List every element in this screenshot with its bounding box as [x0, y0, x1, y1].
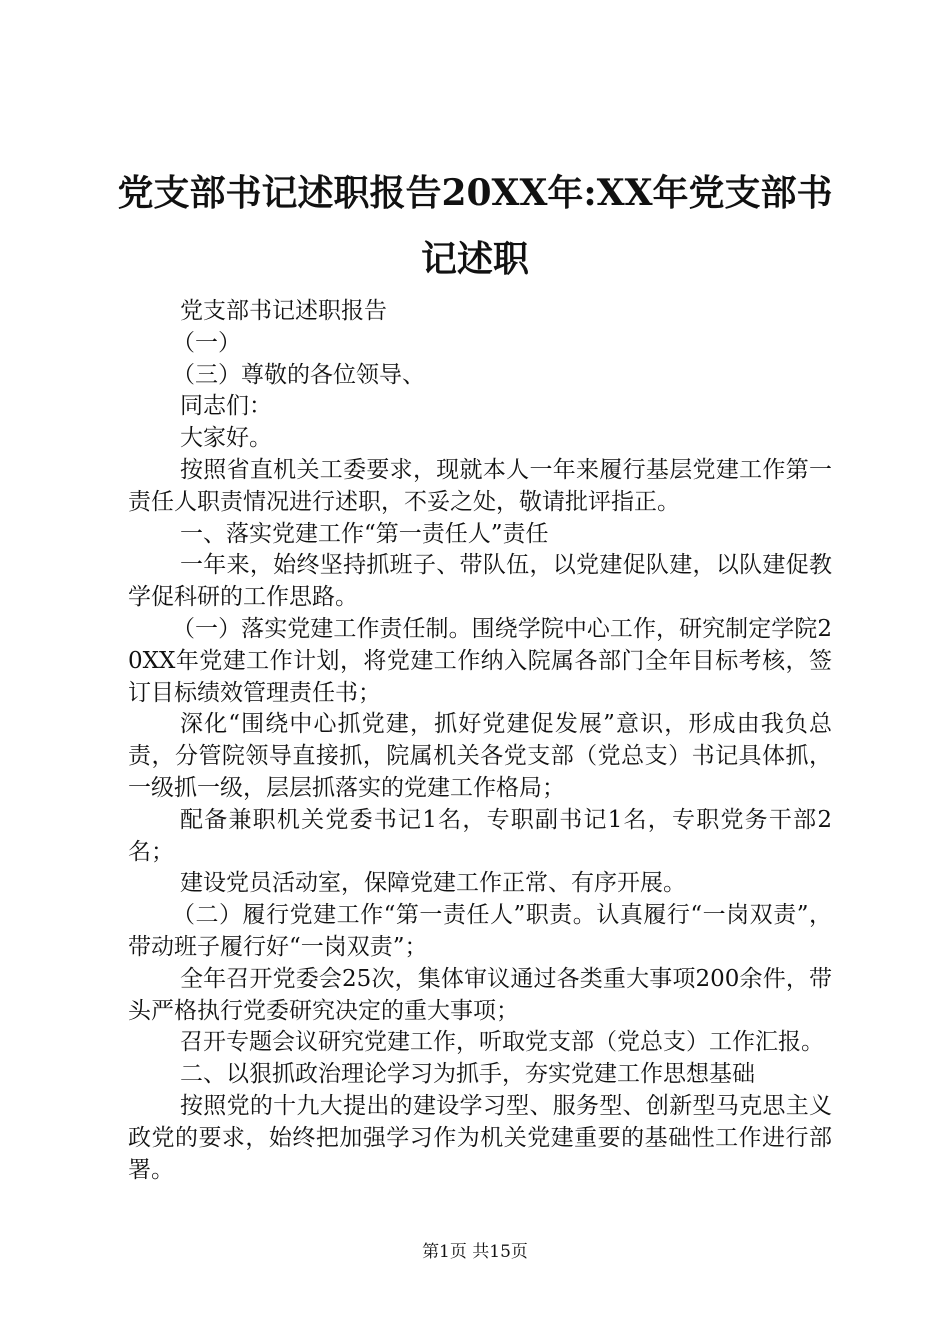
- paragraph: （二）履行党建工作“第一责任人”职责。认真履行“一岗双责”，带动班子履行好“一岗双责”；: [128, 902, 832, 960]
- document-title: 党支部书记述职报告20XX年:XX年党支部书记述职: [117, 172, 833, 280]
- paragraph: 大家好。: [180, 425, 272, 452]
- paragraph: 同志们：: [180, 393, 272, 420]
- paragraph: 按照省直机关工委要求，现就本人一年来履行基层党建工作第一责任人职责情况进行述职，不妥之处，敬请批评指正。: [128, 456, 832, 515]
- paragraph: 按照党的十九大提出的建设学习型、服务型、创新型马克思主义政党的要求，始终把加强学习作为机关党建重要的基础性工作进行部署。: [128, 1092, 832, 1183]
- paragraph: （三）尊敬的各位领导、: [172, 361, 425, 388]
- paragraph: 深化“围绕中心抓党建，抓好党建促发展”意识，形成由我负总责，分管院领导直接抓，院属机关各党支部（党总支）书记具体抓，一级抓一级，层层抓落实的党建工作格局；: [128, 711, 832, 801]
- paragraph: 建设党员活动室，保障党建工作正常、有序开展。: [180, 870, 686, 897]
- page-number: 第1页 共15页: [422, 1242, 528, 1262]
- paragraph: （一）: [172, 329, 241, 356]
- paragraph: 配备兼职机关党委书记1名，专职副书记1名，专职党务干部2名；: [128, 806, 832, 865]
- paragraph: 全年召开党委会25次，集体审议通过各类重大事项200余件，带头严格执行党委研究决定的重大事项；: [128, 965, 832, 1024]
- section-heading: 一、落实党建工作“第一责任人”责任: [180, 520, 549, 547]
- paragraph: （一）落实党建工作责任制。围绕学院中心工作，研究制定学院20XX年党建工作计划，将党建工作纳入院属各部门全年目标考核，签订目标绩效管理责任书；: [128, 615, 832, 706]
- document-body: [128, 296, 832, 1186]
- section-heading: 二、以狠抓政治理论学习为抓手，夯实党建工作思想基础: [180, 1061, 755, 1088]
- paragraph: 一年来，始终坚持抓班子、带队伍，以党建促队建，以队建促教学促科研的工作思路。: [128, 552, 832, 611]
- paragraph: 党支部书记述职报告: [180, 298, 387, 324]
- paragraph: 召开专题会议研究党建工作，听取党支部（党总支）工作汇报。: [180, 1029, 824, 1056]
